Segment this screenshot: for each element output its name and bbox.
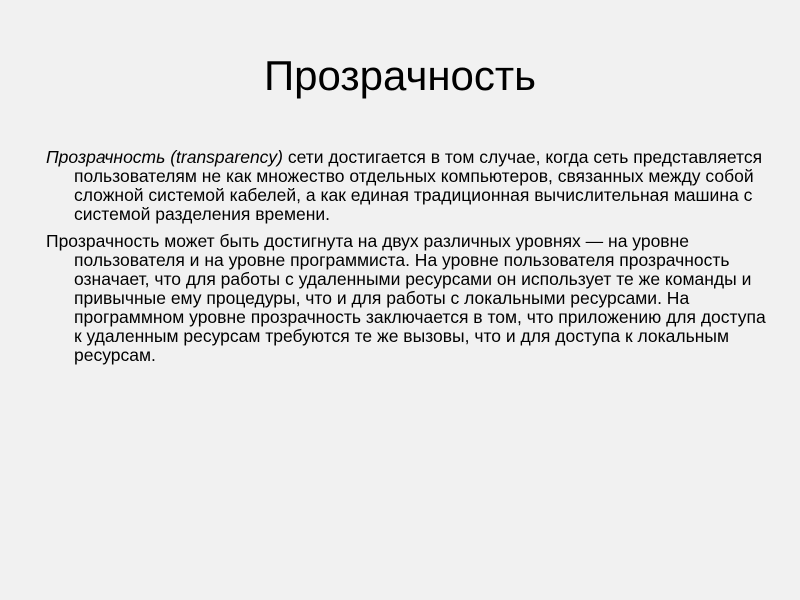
term-italic: Прозрачность (transparency)	[46, 147, 284, 167]
paragraph-definition-text: сети достигается в том случае, когда сеть представляется пользователям не как множество отдельных компьютеров, связанных между собой сложной системой кабелей, а как единая традиционная вычислительная машина с системой разделения времени.	[74, 147, 763, 224]
slide-body	[46, 148, 766, 373]
paragraph-levels: Прозрачность может быть достигнута на двух различных уровнях — на уровне пользователя и на уровне программиста. На уровне пользователя прозрачность означает, что для работы с удаленными ресурсами он использует те же команды и привычные ему процедуры, что и для работы с локальными ресурсами. На программном уровне прозрачность заключается в том, что приложению для доступа к удаленным ресурсам требуются те же вызовы, что и для доступа к локальным ресурсам.	[46, 231, 766, 365]
paragraph-definition	[46, 148, 766, 224]
slide-title: Прозрачность	[263, 52, 537, 99]
